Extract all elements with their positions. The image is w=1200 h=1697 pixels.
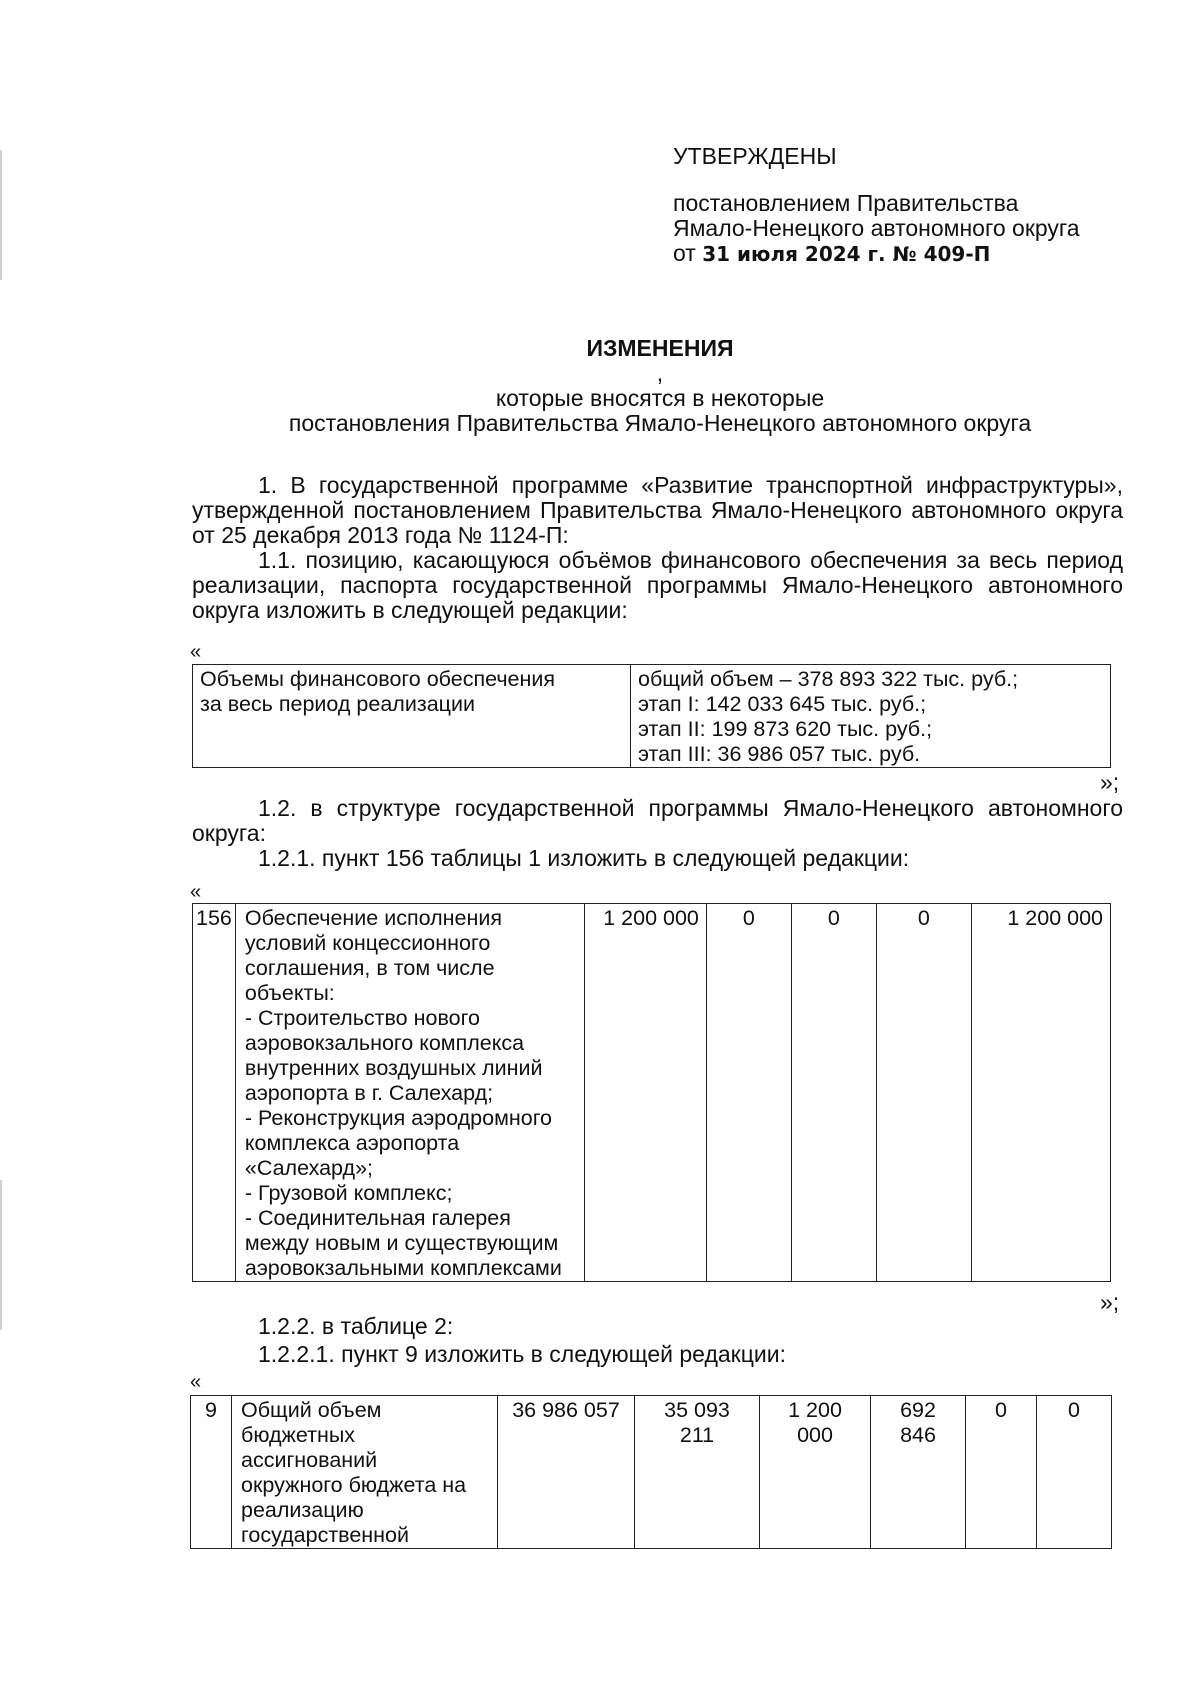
paragraph-1-1: 1.1. позицию, касающуюся объёмов финансового обеспечения за весь период реализации, паспорта государственной программы Ямало-Ненецкого автономного округа изложить в следующей редакции:	[192, 547, 1123, 623]
value-cell: 0	[876, 904, 971, 1282]
approval-prefix: от	[673, 240, 696, 266]
title-main: ИЗМЕНЕНИЯ	[586, 335, 734, 361]
value-cell: 0	[791, 904, 876, 1282]
desc-line: - Соединительная галерея	[244, 1206, 511, 1230]
desc-line: государственной	[241, 1523, 410, 1547]
value-line: 211	[679, 1423, 715, 1447]
item-description-cell	[232, 1396, 498, 1549]
finance-stage-1: этап I: 142 033 645 тыс. руб.;	[638, 692, 927, 716]
table-row	[191, 1396, 1112, 1549]
paragraph-1-2-1: 1.2.1. пункт 156 таблицы 1 изложить в следующей редакции:	[258, 845, 910, 871]
open-quote: «	[190, 641, 202, 663]
finance-label-line-1: Объемы финансового обеспечения	[200, 667, 556, 691]
paragraph-1-2-2: 1.2.2. в таблице 2:	[258, 1313, 454, 1339]
desc-line: аэровокзальными комплексами	[244, 1256, 562, 1280]
desc-line: внутренних воздушных линий	[244, 1056, 543, 1080]
item-description-cell	[235, 904, 584, 1282]
desc-line: окружного бюджета на	[241, 1473, 467, 1497]
finance-label-line-2: за весь период реализации	[200, 692, 475, 716]
table-row	[193, 665, 1111, 768]
open-quote: «	[190, 881, 202, 903]
value-line: 846	[900, 1423, 936, 1447]
paragraph-1-2-2-1: 1.2.2.1. пункт 9 изложить в следующей редакции:	[258, 1341, 786, 1367]
table-row	[193, 904, 1111, 1282]
value-cell: 0	[1037, 1396, 1112, 1549]
desc-line: Общий объем	[241, 1398, 382, 1422]
paragraph-1-2-block	[192, 796, 1123, 871]
value-cell: 36 986 057	[498, 1396, 635, 1549]
value-cell: 0	[966, 1396, 1037, 1549]
desc-line: комплекса аэропорта	[244, 1131, 460, 1155]
value-line: 1 200	[788, 1398, 842, 1422]
desc-line: реализацию	[241, 1498, 364, 1522]
title-main-punct: ,	[656, 360, 664, 386]
value-line: 000	[797, 1423, 833, 1447]
title-sub-1: которые вносятся в некоторые	[495, 385, 825, 411]
close-quote: »;	[1100, 1289, 1120, 1315]
desc-line: Обеспечение исполнения	[244, 906, 503, 930]
value-line: 35 093	[664, 1398, 730, 1422]
finance-label-cell	[193, 665, 631, 768]
desc-line: ассигнований	[241, 1448, 378, 1472]
approval-line-1: постановлением Правительства	[673, 190, 1019, 216]
open-quote: «	[190, 1371, 202, 1393]
finance-stage-2: этап II: 199 873 620 тыс. руб.;	[638, 717, 933, 741]
title-sub-2: постановления Правительства Ямало-Ненецкого автономного округа	[288, 410, 1032, 436]
desc-line: - Строительство нового	[244, 1006, 480, 1030]
item-number-cell: 156	[193, 904, 236, 1282]
approval-line-3	[673, 241, 1080, 267]
value-cell	[635, 1396, 760, 1549]
desc-line: условий концессионного	[244, 931, 491, 955]
paragraph-1: 1. В государственной программе «Развитие транспортной инфраструктуры», утвержденной постановлением Правительства Ямало-Ненецкого автономного округа от 25 декабря 2013 года № 1124-П:	[192, 472, 1123, 548]
desc-line: объекты:	[244, 981, 335, 1005]
finance-stage-3: этап III: 36 986 057 тыс. руб.	[638, 742, 921, 766]
desc-line: - Реконструкция аэродромного	[244, 1106, 553, 1130]
paragraph-1-2: 1.2. в структуре государственной программы Ямало-Ненецкого автономного округа:	[192, 795, 1123, 846]
finance-values-cell	[631, 665, 1111, 768]
approval-heading: УТВЕРЖДЕНЫ	[673, 143, 837, 169]
desc-line: между новым и существующим	[244, 1231, 559, 1255]
approval-date-number: 31 июля 2024 г. № 409-П	[702, 242, 991, 266]
table-2-item-9	[190, 1395, 1112, 1549]
desc-line: - Грузовой комплекс;	[244, 1181, 453, 1205]
paragraph-1-block	[192, 473, 1123, 623]
value-cell: 1 200 000	[971, 904, 1110, 1282]
value-cell	[760, 1396, 871, 1549]
table-1-item-156	[192, 903, 1111, 1282]
approval-line-2: Ямало-Ненецкого автономного округа	[673, 215, 1080, 241]
value-cell: 0	[706, 904, 791, 1282]
item-number-cell: 9	[191, 1396, 232, 1549]
desc-line: соглашения, в том числе	[244, 956, 495, 980]
desc-line: аэропорта в г. Салехард;	[244, 1081, 494, 1105]
scan-edge-mark	[0, 1180, 2, 1330]
scan-edge-mark	[0, 150, 2, 280]
value-cell	[871, 1396, 966, 1549]
desc-line: аэровокзального комплекса	[244, 1031, 525, 1055]
desc-line: «Салехард»;	[244, 1156, 373, 1180]
finance-total: общий объем – 378 893 322 тыс. руб.;	[638, 667, 1019, 691]
close-quote: »;	[1100, 769, 1120, 795]
document-title	[190, 336, 1130, 436]
approval-block	[673, 144, 1080, 267]
title-main-line	[190, 336, 1130, 386]
finance-table	[192, 664, 1111, 768]
value-line: 692	[900, 1398, 936, 1422]
desc-line: бюджетных	[241, 1423, 356, 1447]
value-cell: 1 200 000	[584, 904, 706, 1282]
